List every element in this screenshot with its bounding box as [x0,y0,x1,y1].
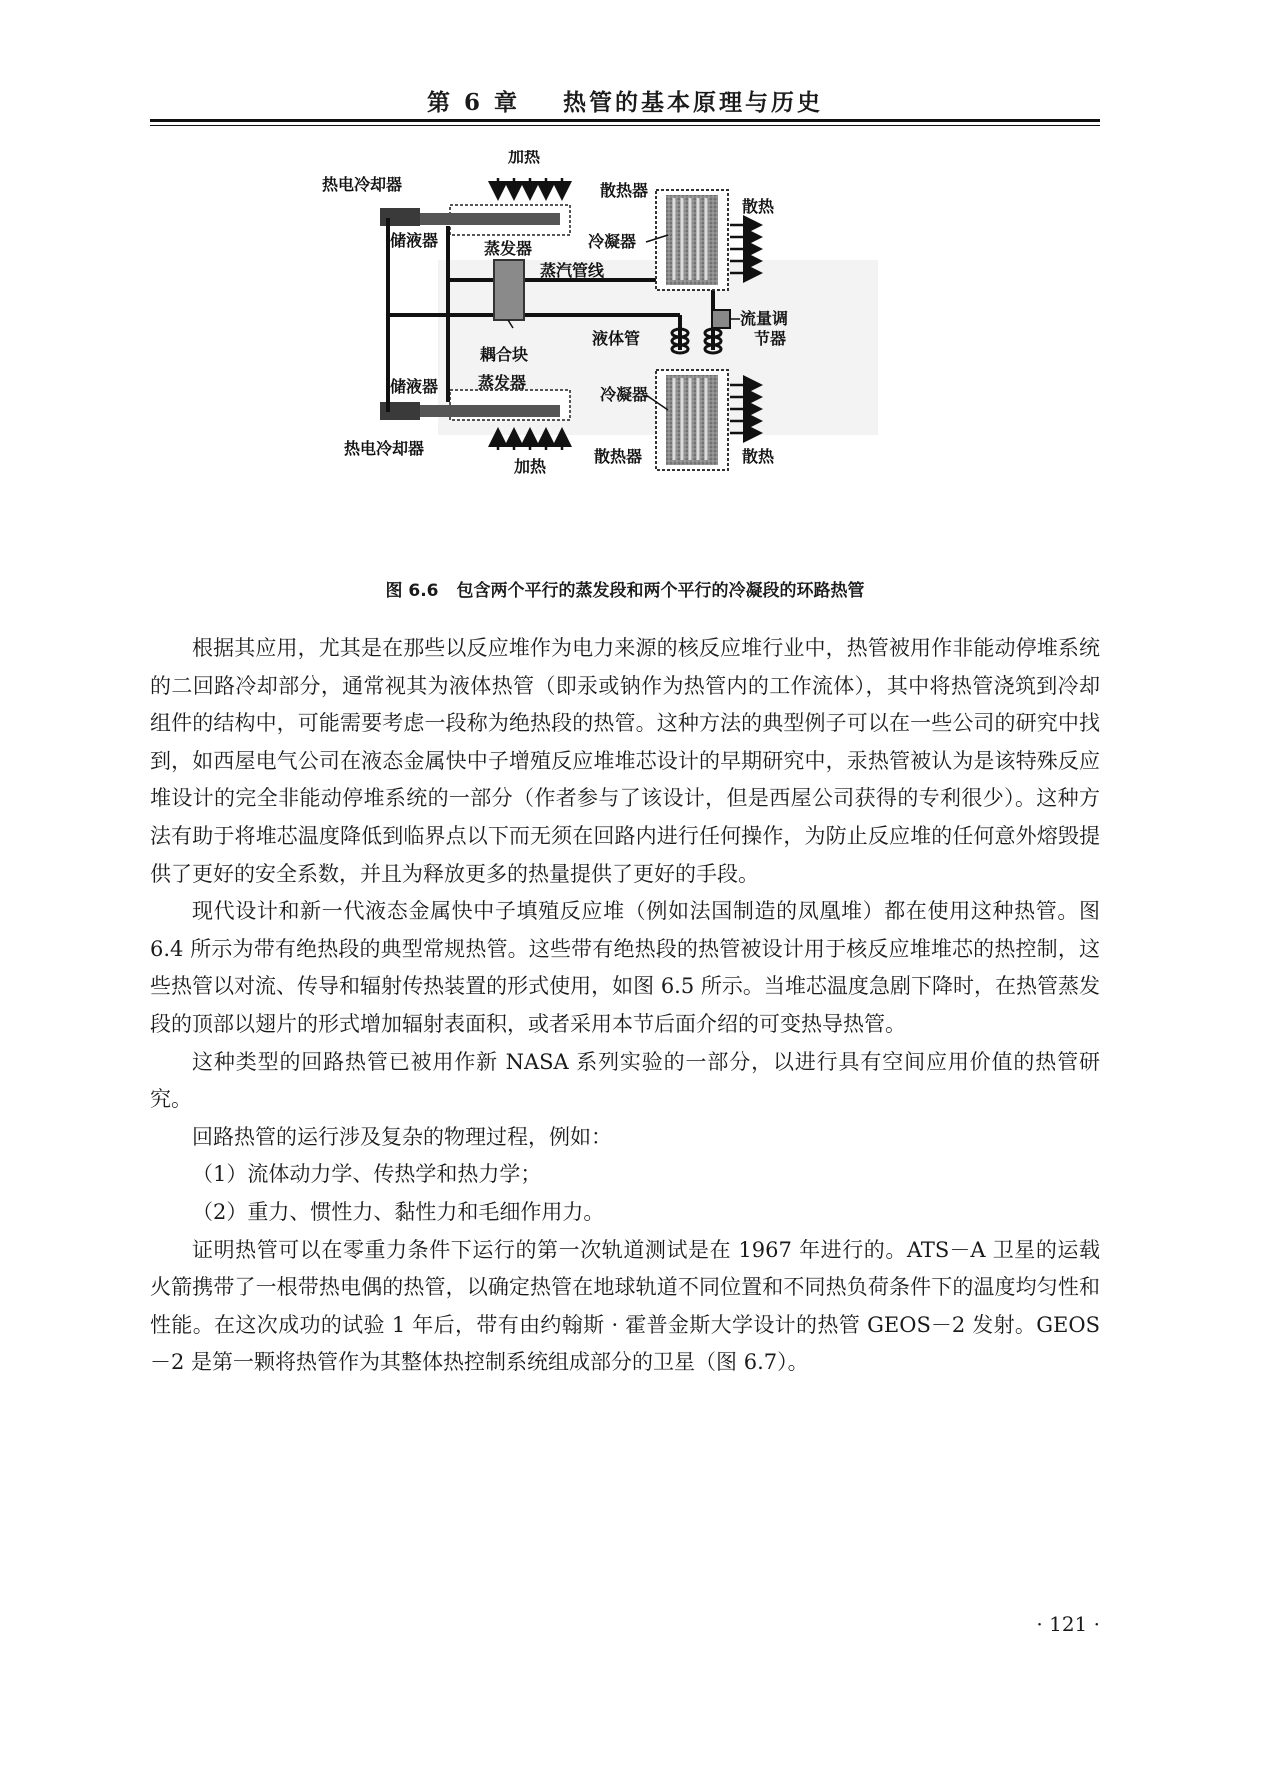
header-rule-thin [150,125,1100,126]
label-flow-regulator-2: 节器 [754,329,787,348]
label-evaporator-top: 蒸发器 [484,239,533,258]
coupling-block [494,260,524,320]
label-condenser-top: 冷凝器 [588,232,637,251]
label-reservoir-bottom: 储液器 [390,377,439,396]
list-item: （2）重力、惯性力、黏性力和毛细作用力。 [192,1199,605,1224]
label-tec-bottom: 热电冷却器 [344,439,425,458]
paragraph: 根据其应用，尤其是在那些以反应堆作为电力来源的核反应堆行业中，热管被用作非能动停堆系统的二回路冷却部分，通常视其为液体热管（即汞或钠作为热管内的工作流体），其中将热管浇筑到冷却组件的结构中，可能需要考虑一段称为绝热段的热管。这种方法的典型例子可以在一些公司的研究中找到，如西屋电气公司在液态金属快中子增殖反应堆堆芯设计的早期研究中，汞热管被认为是该特殊反应堆设计的完全非能动停堆系统的一部分（作者参与了该设计，但是西屋公司获得的专利很少）。这种方法有助于将堆芯温度降低到临界点以下而无须在回路内进行任何操作，为防止反应堆的任何意外熔毁提供了更好的安全系数，并且为释放更多的热量提供了更好的手段。 [150,636,1100,886]
label-vapor-line: 蒸汽管线 [540,261,605,280]
evaporator-top [420,213,560,225]
flow-regulator [712,310,730,328]
figure-caption-text: 包含两个平行的蒸发段和两个平行的冷凝段的环路热管 [456,581,865,601]
header-rule-thick [150,119,1100,122]
label-coupling-block: 耦合块 [480,345,529,364]
evaporator-bottom [420,405,560,417]
label-heat-top: 加热 [508,150,541,166]
heat-arrows-top [498,178,562,196]
label-tec-top: 热电冷却器 [322,175,403,194]
chapter-title: 热管的基本原理与历史 [563,89,824,116]
label-dissipate-bottom: 散热 [742,447,775,466]
label-condenser-bottom: 冷凝器 [600,385,649,404]
running-header [150,84,1100,117]
label-evaporator-bottom: 蒸发器 [478,373,527,392]
chapter-number: 第 6 章 [426,89,520,116]
paragraph: 这种类型的回路热管已被用作新 NASA 系列实验的一部分，以进行具有空间应用价值的热管研究。 [150,1049,1100,1112]
paragraph: 回路热管的运行涉及复杂的物理过程，例如： [192,1124,612,1149]
paragraph: 现代设计和新一代液态金属快中子填殖反应堆（例如法国制造的凤凰堆）都在使用这种热管。图 6.4 所示为带有绝热段的典型常规热管。这些带有绝热段的热管被设计用于核反应堆堆芯的热控制，这些热管以对流、传导和辐射传热装置的形式使用，如图 6.5 所示。当堆芯温度急剧下降时，在热管蒸发段的顶部以翅片的形式增加辐射表面积，或者采用本节后面介绍的可变热导热管。 [150,899,1100,1036]
label-heat-bottom: 加热 [514,457,547,476]
label-reservoir-top: 储液器 [390,231,439,250]
page-number: · 121 · [1036,1612,1100,1636]
label-dissipate-top: 散热 [742,197,775,216]
figure-number: 图 6.6 [385,581,439,601]
label-flow-regulator-1: 流量调 [740,309,789,328]
list-item: （1）流体动力学、传热学和热力学； [192,1162,542,1187]
label-radiator-top: 散热器 [600,181,649,200]
paragraph: 证明热管可以在零重力条件下运行的第一次轨道测试是在 1967 年进行的。ATS－A 卫星的运载火箭携带了一根带热电偶的热管，以确定热管在地球轨道不同位置和不同热负荷条件下的温度均匀性和性能。在这次成功的试验 1 年后，带有由约翰斯 · 霍普金斯大学设计的热管 GEOS－2 发射。GEOS－2 是第一颗将热管作为其整体热控制系统组成部分的卫星（图 6.7）。 [150,1237,1100,1375]
label-radiator-bottom: 散热器 [594,447,643,466]
label-liquid-line: 液体管 [592,329,641,348]
loop-heat-pipe-figure [318,150,978,550]
body-text [150,630,1100,1382]
figure-diagram [318,150,978,550]
figure-caption [150,576,1100,601]
